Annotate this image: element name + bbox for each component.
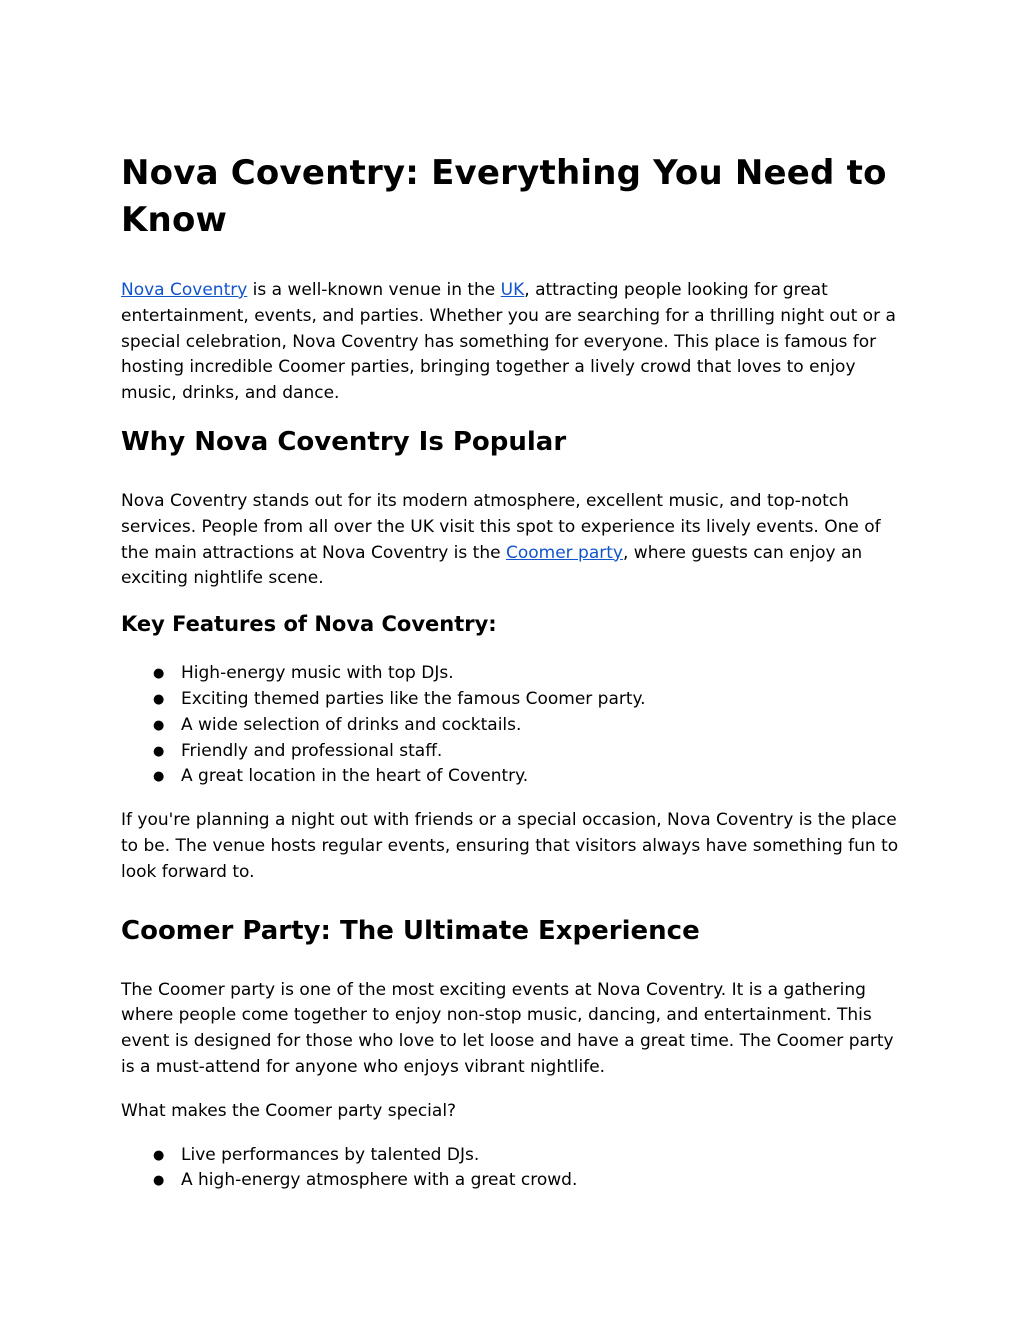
list-item: ● A high-energy atmosphere with a great crowd. [121, 1168, 911, 1194]
list-item: ● Exciting themed parties like the famous Coomer party. [121, 687, 911, 713]
features-outro-paragraph: If you're planning a night out with friends or a special occasion, Nova Coventry is the place to be. The venue hosts regular events, ensuring that visitors always have something fun to look forward to. [121, 810, 899, 882]
nova-coventry-link[interactable]: Nova Coventry [121, 280, 248, 300]
bullet-icon: ● [153, 769, 165, 785]
popular-text-2: , where guests can enjoy an exciting nightlife scene. [121, 542, 863, 589]
intro-text-1: is a well-known venue in the [247, 280, 501, 300]
features-list [121, 661, 911, 790]
list-item: ● High-energy music with top DJs. [121, 661, 911, 687]
coomer-list [121, 1143, 911, 1195]
list-item: ● A great location in the heart of Coventry. [121, 764, 911, 790]
bullet-icon: ● [153, 743, 165, 759]
list-item: ● Live performances by talented DJs. [121, 1143, 911, 1169]
bullet-icon: ● [153, 717, 165, 733]
coomer-paragraph: The Coomer party is one of the most exciting events at Nova Coventry. It is a gathering where people come together to enjoy non-stop music, dancing, and entertainment. This event is designed for those who love to let loose and have a great time. The Coomer party is a must-attend for anyone who enjoys vibrant nightlife. [121, 979, 894, 1077]
coomer-heading: Coomer Party: The Ultimate Experience [121, 915, 700, 946]
bullet-icon: ● [153, 1173, 165, 1189]
intro-paragraph [121, 278, 911, 407]
popular-text-1: Nova Coventry stands out for its modern atmosphere, excellent music, and top-notch services. People from all over the UK visit this spot to experience its lively events. One of the main attractions at Nova Coventry is the [121, 490, 881, 563]
list-item: ● A wide selection of drinks and cocktails. [121, 713, 911, 739]
bullet-icon: ● [153, 666, 165, 682]
features-heading: Key Features of Nova Coventry: [121, 612, 497, 637]
popular-paragraph [121, 489, 911, 592]
intro-text-2: , attracting people looking for great entertainment, events, and parties. Whether you are searching for a thrilling night out or a special celebration, Nova Coventry has something for everyone. This place is famous for hosting incredible Coomer parties, bringing together a lively crowd that loves to enjoy music, drinks, and dance. [121, 280, 896, 404]
bullet-icon: ● [153, 691, 165, 707]
uk-link[interactable]: UK [500, 280, 525, 300]
popular-heading: Why Nova Coventry Is Popular [121, 426, 567, 457]
list-item: ● Friendly and professional staff. [121, 739, 911, 765]
coomer-question: What makes the Coomer party special? [121, 1100, 457, 1121]
document-page [121, 150, 911, 1212]
coomer-party-link[interactable]: Coomer party [505, 542, 623, 563]
page-title: Nova Coventry: Everything You Need to Know [121, 153, 887, 240]
bullet-icon: ● [153, 1147, 165, 1163]
